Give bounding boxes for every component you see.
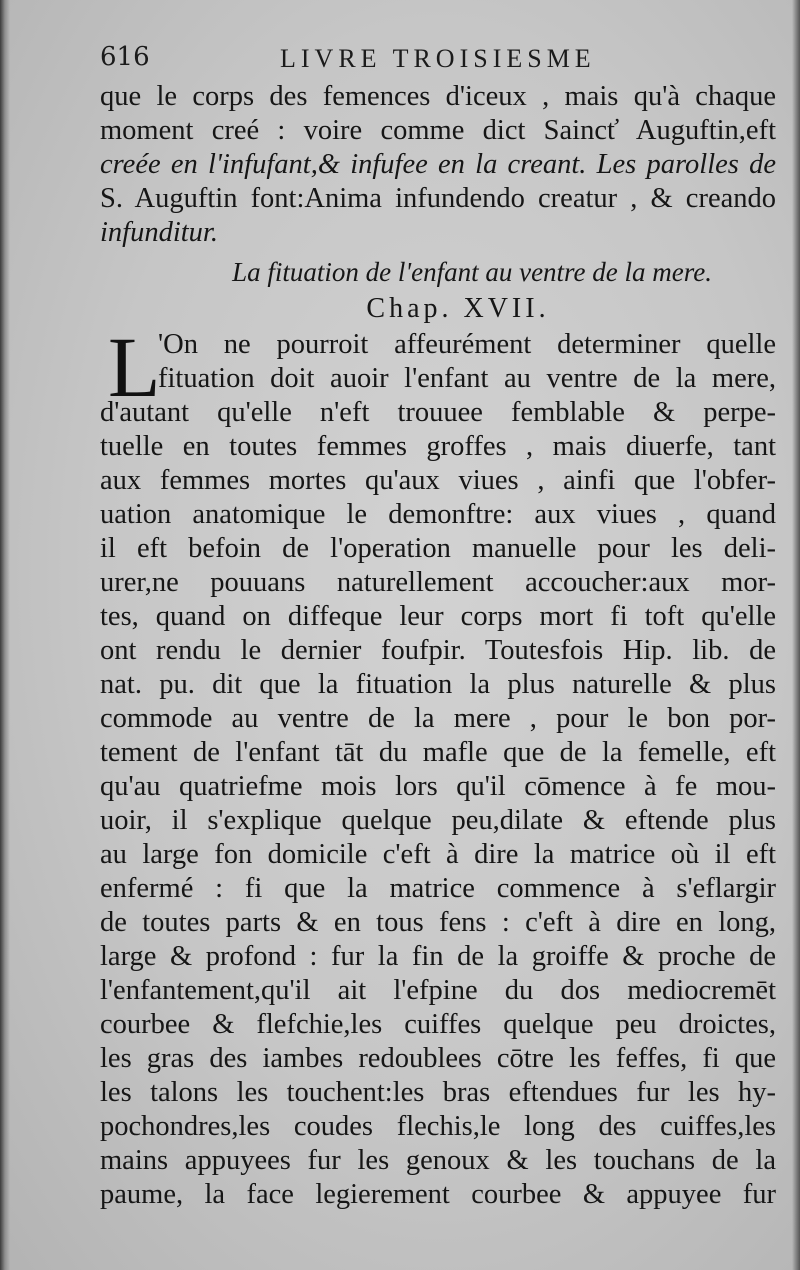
text-line: qu'au quatriefme mois lors qu'il cōmence à fe mou-: [100, 771, 776, 802]
text-line: d'autant qu'elle n'eft trouuee femblable & perpe-: [100, 397, 776, 428]
text-line: uation anatomique le demonftre: aux viues , quand: [100, 499, 776, 530]
text-line: tement de l'enfant tāt du mafle que de la femelle, eft: [100, 737, 776, 768]
running-title: LIVRE TROISIESME: [280, 44, 596, 73]
text-line: nat. pu. dit que la fituation la plus naturelle & plus: [100, 669, 776, 700]
page-edge-shadow: [792, 0, 800, 1270]
text-line: moment creé : voire comme dict Saincť Auguftin,eft: [100, 115, 776, 146]
chapter-heading: Chap. XVII.: [366, 293, 550, 324]
page-number: 616: [100, 42, 150, 72]
text-line: large & profond : fur la fin de la groiffe & proche de: [100, 941, 776, 972]
text-line: les gras des iambes redoublees cōtre les feffes, fi que: [100, 1043, 776, 1074]
text-line: courbee & flefchie,les cuiffes quelque peu droictes,: [100, 1009, 776, 1040]
text-block: [100, 80, 776, 1212]
text-line: tuelle en toutes femmes groffes , mais diuerfe, tant: [100, 431, 776, 462]
text-line: au large fon domicile c'eft à dire la matrice où il eft: [100, 839, 776, 870]
text-line: enfermé : fi que la matrice commence à s'eflargir: [100, 873, 776, 904]
continued-paragraph: [100, 80, 776, 250]
text-line: ont rendu le dernier foufpir. Toutesfois Hip. lib. de: [100, 635, 776, 666]
text-line: uoir, il s'explique quelque peu,dilate & eftende plus: [100, 805, 776, 836]
text-line: urer,ne pouuans naturellement accoucher:aux mor-: [100, 567, 776, 598]
text-line: 'On ne pourroit affeurément determiner quelle: [158, 329, 776, 360]
drop-cap: L: [108, 319, 161, 415]
text-line: mains appuyees fur les genoux & les touchans de la: [100, 1145, 776, 1176]
running-head: [100, 42, 660, 82]
page-gutter-shadow: [0, 0, 10, 1270]
text-line: infunditur.: [100, 217, 218, 248]
text-line: l'enfantement,qu'il ait l'efpine du dos mediocremēt: [100, 975, 776, 1006]
text-line: creée en l'infufant,& infufee en la creant. Les parolles de: [100, 149, 776, 180]
text-line: que le corps des femences d'iceux , mais qu'à chaque: [100, 81, 776, 112]
chapter-paragraph: [100, 319, 776, 1212]
text-line: fituation doit auoir l'enfant au ventre de la mere,: [158, 363, 776, 394]
text-line: paume, la face legierement courbee & appuyee fur: [100, 1179, 776, 1210]
text-line: tes, quand on diffeque leur corps mort fi toft qu'elle: [100, 601, 776, 632]
text-line: il eft befoin de l'operation manuelle pour les deli-: [100, 533, 776, 564]
section-heading: La fituation de l'enfant au ventre de la mere.: [232, 257, 712, 287]
text-line: S. Auguftin font:Anima infundendo creatur , & creando: [100, 183, 776, 214]
text-line: les talons les touchent:les bras eftendues fur les hy-: [100, 1077, 776, 1108]
text-line: commode au ventre de la mere , pour le bon por-: [100, 703, 776, 734]
text-line: de toutes parts & en tous fens : c'eft à dire en long,: [100, 907, 776, 938]
text-line: aux femmes mortes qu'aux viues , ainfi que l'obfer-: [100, 465, 776, 496]
text-line: pochondres,les coudes flechis,le long des cuiffes,les: [100, 1111, 776, 1142]
